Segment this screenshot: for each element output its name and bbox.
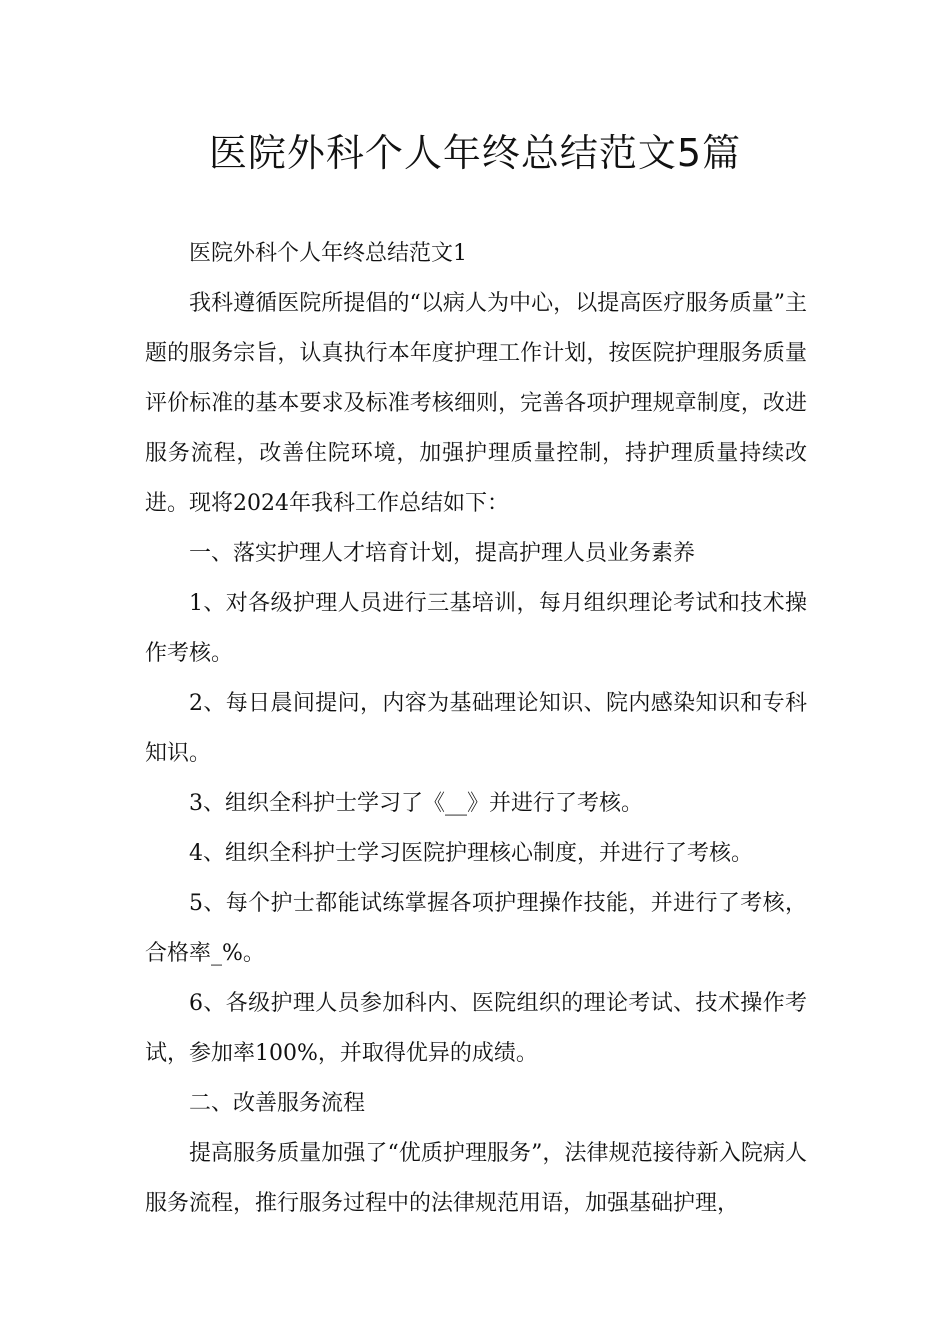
- list-item-6: 6、各级护理人员参加科内、医院组织的理论考试、技术操作考试，参加率100%，并取得优异的成绩。: [145, 991, 807, 1066]
- paragraph-intro: 我科遵循医院所提倡的“以病人为中心，以提高医疗服务质量”主题的服务宗旨，认真执行本年度护理工作计划，按医院护理服务质量评价标准的基本要求及标准考核细则，完善各项护理规章制度，改进服务流程，改善住院环境，加强护理质量控制，持护理质量持续改进。现将2024年我科工作总结如下：: [145, 291, 807, 516]
- section-heading-essay-1: 医院外科个人年终总结范文1: [189, 241, 467, 266]
- document-body: [145, 229, 807, 1229]
- list-item-5: 5、每个护士都能试练掌握各项护理操作技能，并进行了考核，合格率_%。: [145, 891, 807, 966]
- document-title: 医院外科个人年终总结范文5篇: [208, 131, 742, 175]
- paragraph-service: 提高服务质量加强了“优质护理服务”，法律规范接待新入院病人服务流程，推行服务过程中的法律规范用语，加强基础护理，: [145, 1141, 807, 1216]
- list-item-3: 3、组织全科护士学习了《__》并进行了考核。: [189, 791, 643, 816]
- section-heading-1: 一、落实护理人才培育计划，提高护理人员业务素养: [189, 541, 696, 566]
- section-heading-2: 二、改善服务流程: [189, 1091, 366, 1116]
- list-item-4: 4、组织全科护士学习医院护理核心制度，并进行了考核。: [189, 841, 753, 866]
- list-item-2: 2、每日晨间提问，内容为基础理论知识、院内感染知识和专科知识。: [145, 691, 807, 766]
- list-item-1: 1、对各级护理人员进行三基培训，每月组织理论考试和技术操作考核。: [145, 591, 807, 666]
